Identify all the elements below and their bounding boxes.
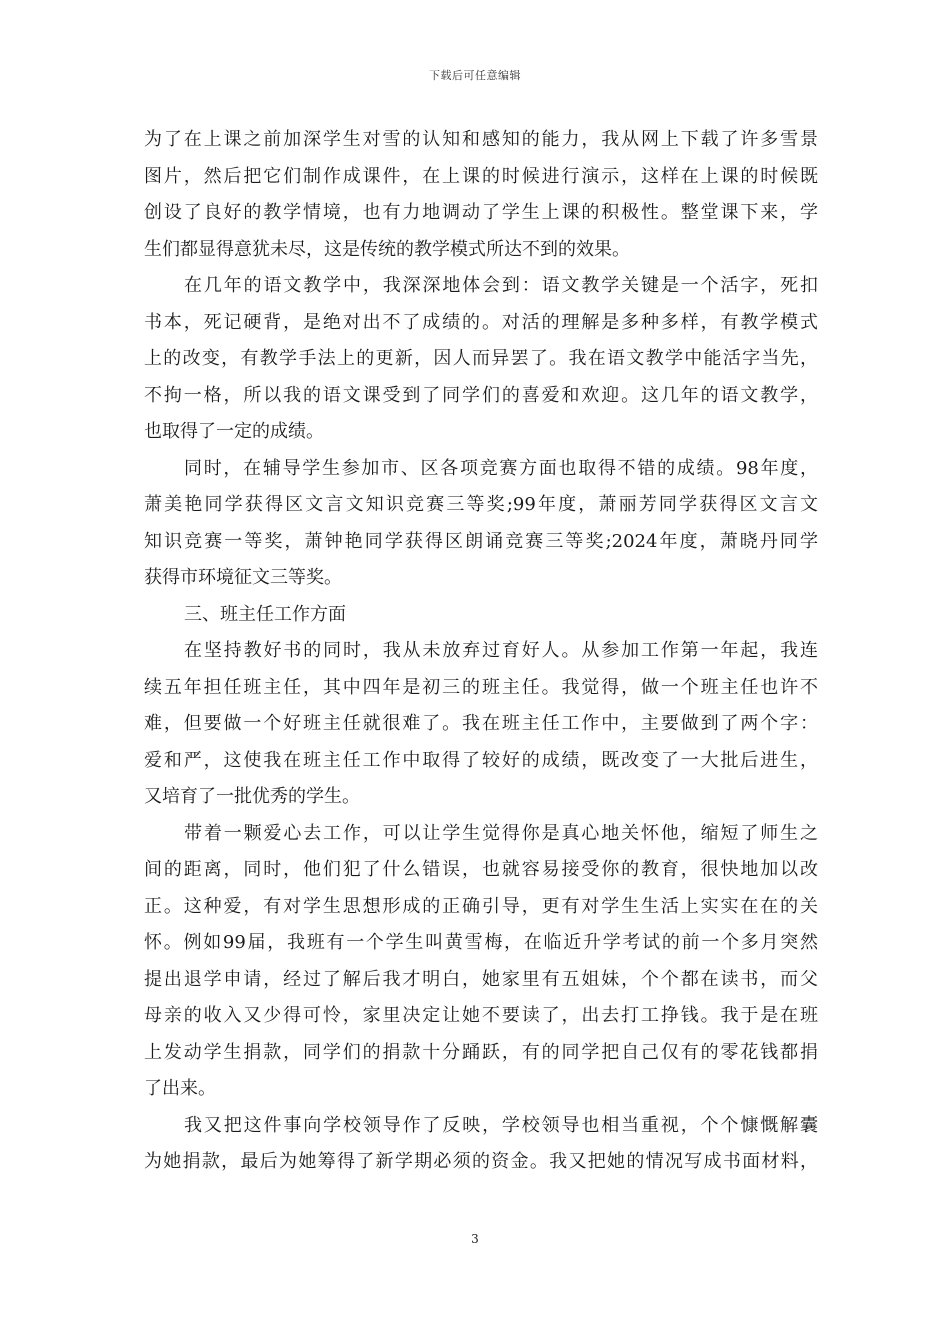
text-line: 在坚持教好书的同时，我从未放弃过育好人。从参加工作第一年起，我连 (184, 640, 818, 661)
text-line: 续五年担任班主任，其中四年是初三的班主任。我觉得，做一个班主任也许不 (144, 676, 818, 698)
text-line: 上的改变，有教学手法上的更新，因人而异罢了。我在语文教学中能活字当先， (144, 348, 818, 369)
paragraph (144, 268, 818, 451)
text-line: 上发动学生捐款，同学们的捐款十分踊跃，有的同学把自己仅有的零花钱都捐 (144, 1041, 818, 1063)
text-line: 又培育了一批优秀的学生。 (144, 786, 360, 807)
page-header: 下载后可任意编辑 (429, 69, 521, 82)
text-line: 不拘一格，所以我的语文课受到了同学们的喜爱和欢迎。这几年的语文教学， (144, 384, 818, 406)
paragraph (144, 816, 818, 1108)
text-line: 在几年的语文教学中，我深深地体会到：语文教学关键是一个活字，死扣 (184, 275, 818, 296)
text-line: 难，但要做一个好班主任就很难了。我在班主任工作中，主要做到了两个字： (144, 713, 818, 734)
paragraph (144, 1108, 818, 1181)
text-line: 书本，死记硬背，是绝对出不了成绩的。对活的理解是多种多样，有教学模式 (144, 311, 818, 333)
text-line: 正。这种爱，有对学生思想形成的正确引导，更有对学生生活上实实在在的关 (144, 895, 818, 917)
text-line: 了出来。 (144, 1078, 216, 1099)
paragraph (144, 597, 818, 634)
text-line: 母亲的收入又少得可怜，家里决定让她不要读了，出去打工挣钱。我于是在班 (144, 1005, 818, 1026)
text-line: 生们都显得意犹未尽，这是传统的教学模式所达不到的效果。 (144, 238, 630, 260)
text-line: 三、班主任工作方面 (184, 603, 346, 625)
text-line: 爱和严，这使我在班主任工作中取得了较好的成绩，既改变了一大批后进生， (144, 749, 818, 771)
paragraph (144, 633, 818, 816)
text-line: 为她捐款，最后为她筹得了新学期必须的资金。我又把她的情况写成书面材料， (144, 1151, 818, 1172)
text-line: 萧美艳同学获得区文言文知识竞赛三等奖;99年度，萧丽芳同学获得区文言文 (144, 494, 818, 515)
document-body (144, 122, 818, 1181)
text-line: 怀。例如99届，我班有一个学生叫黄雪梅，在临近升学考试的前一个多月突然 (144, 932, 818, 953)
text-line: 带着一颗爱心去工作，可以让学生觉得你是真心地关怀他，缩短了师生之 (184, 822, 818, 844)
text-line: 我又把这件事向学校领导作了反映，学校领导也相当重视，个个慷慨解囊 (184, 1114, 818, 1136)
text-line: 也取得了一定的成绩。 (144, 421, 324, 442)
paragraph (144, 122, 818, 268)
text-line: 提出退学申请，经过了解后我才明白，她家里有五姐妹，个个都在读书，而父 (144, 968, 818, 990)
page-number: 3 (471, 1232, 479, 1246)
text-line: 为了在上课之前加深学生对雪的认知和感知的能力，我从网上下载了许多雪景 (144, 129, 818, 150)
text-line: 创设了良好的教学情境，也有力地调动了学生上课的积极性。整堂课下来，学 (144, 202, 818, 223)
text-line: 间的距离，同时，他们犯了什么错误，也就容易接受你的教育，很快地加以改 (144, 859, 818, 880)
text-line: 获得市环境征文三等奖。 (144, 567, 342, 588)
paragraph (144, 451, 818, 597)
text-line: 图片，然后把它们制作成课件，在上课的时候进行演示，这样在上课的时候既 (144, 165, 818, 187)
text-line: 知识竞赛一等奖，萧钟艳同学获得区朗诵竞赛三等奖;2024年度，萧晓丹同学 (144, 530, 818, 552)
text-line: 同时，在辅导学生参加市、区各项竞赛方面也取得不错的成绩。98年度， (184, 457, 818, 479)
